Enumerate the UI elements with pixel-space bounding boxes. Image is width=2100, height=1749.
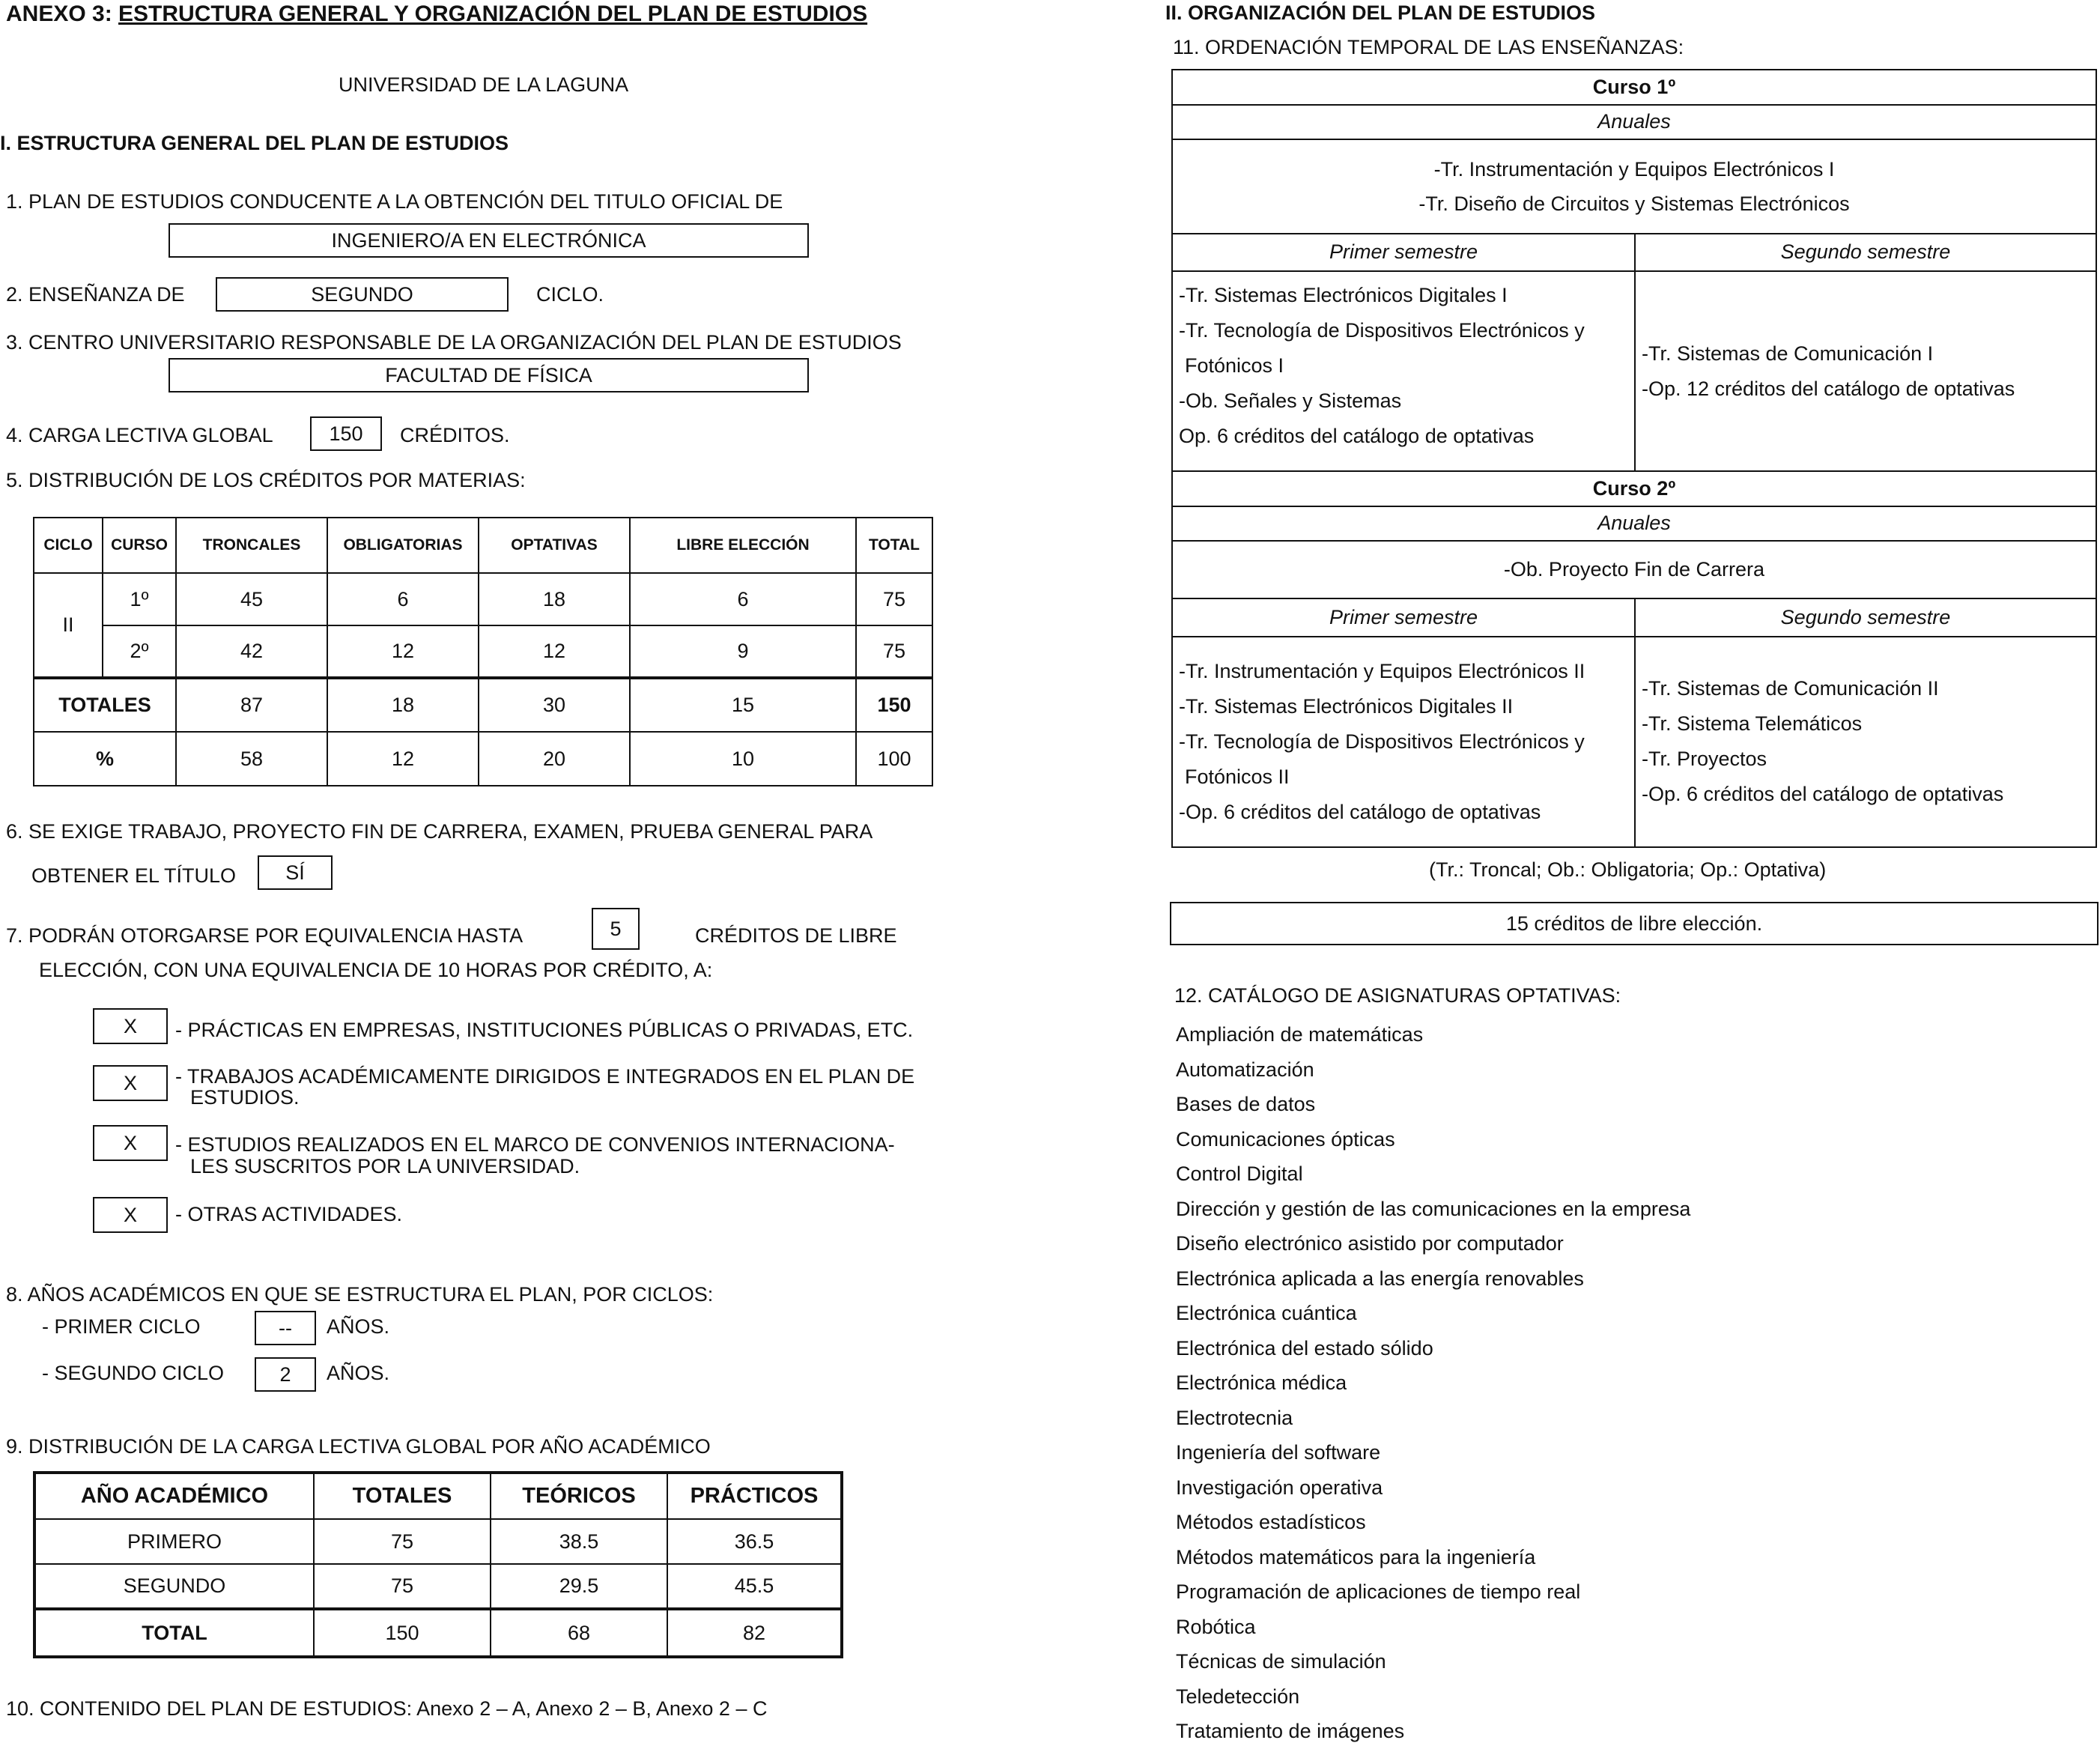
- item-2-post: CICLO.: [536, 283, 604, 306]
- item-2-text: 2. ENSEÑANZA DE: [6, 283, 185, 306]
- subject-item: -Tr. Sistemas de Comunicación II: [1642, 677, 1939, 700]
- table-cell: 6: [630, 573, 856, 625]
- curso2-title: Curso 2º: [1172, 471, 2096, 506]
- subject-item: -Op. 6 créditos del catálogo de optativas: [1642, 783, 2004, 806]
- subject-item: -Tr. Sistema Telemáticos: [1642, 712, 1863, 736]
- table-cell: 75: [856, 625, 932, 678]
- totals-label: TOTALES: [34, 678, 176, 732]
- equivalence-credits-field: 5: [592, 908, 640, 950]
- list-item: Técnicas de simulación: [1176, 1650, 1386, 1673]
- ciclo-cell: II: [34, 573, 103, 678]
- curso2-sem2-cell: [1635, 637, 2096, 847]
- subject-item: Fotónicos I: [1185, 354, 1284, 378]
- item-1-text: 1. PLAN DE ESTUDIOS CONDUCENTE A LA OBTENCIÓN DEL TITULO OFICIAL DE: [6, 190, 783, 213]
- option-2-text-cont: ESTUDIOS.: [190, 1086, 300, 1109]
- curso1-sem1-label: Primer semestre: [1172, 234, 1635, 272]
- option-2-text: - TRABAJOS ACADÉMICAMENTE DIRIGIDOS E INTEGRADOS EN EL PLAN DE: [175, 1065, 915, 1088]
- item-7-text: 7. PODRÁN OTORGARSE POR EQUIVALENCIA HASTA: [6, 924, 524, 947]
- optional-subjects-list: [1176, 1017, 1690, 1749]
- title-requirement-field: SÍ: [258, 855, 333, 890]
- table-cell: 68: [491, 1609, 667, 1657]
- table-cell: 12: [327, 732, 479, 786]
- curso1-title: Curso 1º: [1172, 70, 2096, 105]
- col-header: OBLIGATORIAS: [327, 518, 479, 573]
- table-cell: 87: [176, 678, 327, 732]
- table-cell: TOTAL: [34, 1609, 314, 1657]
- subject-item: -Tr. Tecnología de Dispositivos Electrónicos y: [1179, 730, 1585, 753]
- curso1-sem2-cell: [1635, 271, 2096, 471]
- item-4-text: 4. CARGA LECTIVA GLOBAL: [6, 424, 273, 446]
- table-cell: 2º: [103, 625, 176, 678]
- subject-item: -Tr. Tecnología de Dispositivos Electrónicos y: [1179, 319, 1585, 342]
- list-item: Métodos estadísticos: [1176, 1511, 1366, 1533]
- pct-label: %: [34, 732, 176, 786]
- curso2-sem1-cell: [1172, 637, 1635, 847]
- col-header: TOTAL: [856, 518, 932, 573]
- item-8-text: 8. AÑOS ACADÉMICOS EN QUE SE ESTRUCTURA EL PLAN, POR CICLOS:: [6, 1283, 714, 1306]
- table-cell: 18: [327, 678, 479, 732]
- col-header: LIBRE ELECCIÓN: [630, 518, 856, 573]
- option-3-text-cont: LES SUSCRITOS POR LA UNIVERSIDAD.: [190, 1155, 580, 1177]
- table-cell: 12: [327, 625, 479, 678]
- section-1-title: I. ESTRUCTURA GENERAL DEL PLAN DE ESTUDIOS: [0, 132, 509, 154]
- abbreviation-legend: (Tr.: Troncal; Ob.: Obligatoria; Op.: Optativa): [1429, 858, 1827, 881]
- option-3-text: - ESTUDIOS REALIZADOS EN EL MARCO DE CONVENIOS INTERNACIONA-: [175, 1133, 895, 1156]
- second-cycle-field: 2: [255, 1357, 316, 1392]
- table-cell: 15: [630, 678, 856, 732]
- curso1-anuales-label: Anuales: [1172, 105, 2096, 140]
- subject-item: -Op. 6 créditos del catálogo de optativas: [1179, 800, 1541, 823]
- free-credits-box: 15 créditos de libre elección.: [1170, 902, 2099, 945]
- option-1-checkbox[interactable]: X: [93, 1008, 168, 1044]
- list-item: Bases de datos: [1176, 1093, 1316, 1115]
- curso1-sem2-label: Segundo semestre: [1635, 234, 2096, 272]
- list-item: Investigación operativa: [1176, 1476, 1383, 1499]
- list-item: Electrónica cuántica: [1176, 1302, 1357, 1324]
- option-3-checkbox[interactable]: X: [93, 1125, 168, 1161]
- curso1-sem1-cell: [1172, 271, 1635, 471]
- annex-title: ESTRUCTURA GENERAL Y ORGANIZACIÓN DEL PLAN DE ESTUDIOS: [118, 1, 868, 26]
- option-2-checkbox[interactable]: X: [93, 1065, 168, 1101]
- item-4-post: CRÉDITOS.: [400, 424, 510, 446]
- table-cell: 20: [479, 732, 630, 786]
- subject-item: -Tr. Sistemas Electrónicos Digitales I: [1179, 284, 1508, 307]
- section-2-title: II. ORGANIZACIÓN DEL PLAN DE ESTUDIOS: [1165, 1, 1596, 24]
- curso2-sem1-label: Primer semestre: [1172, 598, 1635, 637]
- annex-heading: [6, 1, 867, 27]
- option-4-checkbox[interactable]: X: [93, 1197, 168, 1233]
- academic-year-table: [33, 1471, 843, 1658]
- item-10-text: 10. CONTENIDO DEL PLAN DE ESTUDIOS: Anexo 2 – A, Anexo 2 – B, Anexo 2 – C: [6, 1697, 768, 1720]
- list-item: Dirección y gestión de las comunicaciones en la empresa: [1176, 1197, 1691, 1220]
- table-cell: 1º: [103, 573, 176, 625]
- col-header: AÑO ACADÉMICO: [34, 1473, 314, 1519]
- table-cell: 36.5: [667, 1519, 842, 1564]
- cycle-field: SEGUNDO: [216, 277, 509, 312]
- item-6-line2: OBTENER EL TÍTULO: [31, 864, 237, 887]
- table-cell: 38.5: [491, 1519, 667, 1564]
- table-cell: 29.5: [491, 1564, 667, 1609]
- faculty-field: FACULTAD DE FÍSICA: [169, 358, 809, 392]
- table-cell: 12: [479, 625, 630, 678]
- table-cell: 82: [667, 1609, 842, 1657]
- table-cell: 6: [327, 573, 479, 625]
- option-4-text: - OTRAS ACTIVIDADES.: [175, 1203, 403, 1225]
- list-item: Control Digital: [1176, 1163, 1303, 1185]
- table-cell: 100: [856, 732, 932, 786]
- subject-item: -Tr. Sistemas de Comunicación I: [1642, 342, 1934, 365]
- list-item: Electrónica médica: [1176, 1371, 1347, 1394]
- item-6-line1: 6. SE EXIGE TRABAJO, PROYECTO FIN DE CARRERA, EXAMEN, PRUEBA GENERAL PARA: [6, 820, 873, 843]
- credits-field: 150: [310, 416, 382, 451]
- second-cycle-unit: AÑOS.: [327, 1362, 390, 1384]
- subject-item: Fotónicos II: [1185, 765, 1290, 788]
- table-cell: 150: [314, 1609, 491, 1657]
- item-5-text: 5. DISTRIBUCIÓN DE LOS CRÉDITOS POR MATERIAS:: [6, 469, 526, 491]
- table-cell: 42: [176, 625, 327, 678]
- table-cell: 75: [314, 1564, 491, 1609]
- list-item: Métodos matemáticos para la ingeniería: [1176, 1545, 1536, 1568]
- subject-item: -Tr. Proyectos: [1642, 748, 1767, 771]
- first-cycle-field: --: [255, 1311, 316, 1345]
- col-header: PRÁCTICOS: [667, 1473, 842, 1519]
- list-item: Electrotecnia: [1176, 1406, 1293, 1429]
- temporal-order-table: [1171, 69, 2097, 848]
- subject-item: Op. 6 créditos del catálogo de optativas: [1179, 425, 1535, 448]
- table-cell: 45: [176, 573, 327, 625]
- list-item: Diseño electrónico asistido por computador: [1176, 1232, 1564, 1255]
- item-3-text: 3. CENTRO UNIVERSITARIO RESPONSABLE DE LA ORGANIZACIÓN DEL PLAN DE ESTUDIOS: [6, 331, 902, 354]
- col-header: TEÓRICOS: [491, 1473, 667, 1519]
- list-item: Automatización: [1176, 1058, 1314, 1081]
- subject-item: -Tr. Instrumentación y Equipos Electrónicos II: [1179, 659, 1585, 682]
- curso1-anuales-cell: [1172, 139, 2096, 233]
- university-name: UNIVERSIDAD DE LA LAGUNA: [339, 73, 629, 96]
- curso2-anuales-label: Anuales: [1172, 506, 2096, 542]
- list-item: Teledetección: [1176, 1685, 1300, 1708]
- second-cycle-label: - SEGUNDO CICLO: [42, 1362, 225, 1384]
- first-cycle-unit: AÑOS.: [327, 1315, 390, 1338]
- subject-item: -Tr. Instrumentación y Equipos Electrónicos I: [1433, 157, 1835, 181]
- col-header: TRONCALES: [176, 518, 327, 573]
- list-item: Electrónica del estado sólido: [1176, 1336, 1433, 1360]
- list-item: Electrónica aplicada a las energía renovables: [1176, 1267, 1584, 1290]
- table-cell: 150: [856, 678, 932, 732]
- table-cell: SEGUNDO: [34, 1564, 314, 1609]
- table-cell: 45.5: [667, 1564, 842, 1609]
- item-12-text: 12. CATÁLOGO DE ASIGNATURAS OPTATIVAS:: [1174, 984, 1621, 1007]
- list-item: Tratamiento de imágenes: [1176, 1720, 1405, 1742]
- col-header: TOTALES: [314, 1473, 491, 1519]
- table-cell: 18: [479, 573, 630, 625]
- table-cell: 9: [630, 625, 856, 678]
- subject-item: -Tr. Diseño de Circuitos y Sistemas Electrónicos: [1418, 192, 1850, 215]
- col-header: CICLO: [34, 518, 103, 573]
- subject-item: -Ob. Señales y Sistemas: [1179, 389, 1402, 413]
- curso2-sem2-label: Segundo semestre: [1635, 598, 2096, 637]
- degree-field: INGENIERO/A EN ELECTRÓNICA: [169, 223, 809, 258]
- list-item: Ampliación de matemáticas: [1176, 1023, 1424, 1046]
- table-cell: 75: [856, 573, 932, 625]
- table-cell: PRIMERO: [34, 1519, 314, 1564]
- subject-item: -Tr. Sistemas Electrónicos Digitales II: [1179, 694, 1514, 718]
- credit-distribution-table: [33, 517, 933, 786]
- item-7-line2: ELECCIÓN, CON UNA EQUIVALENCIA DE 10 HORAS POR CRÉDITO, A:: [39, 959, 713, 981]
- subject-item: -Ob. Proyecto Fin de Carrera: [1503, 558, 1765, 581]
- subject-item: -Op. 12 créditos del catálogo de optativas: [1642, 377, 2015, 400]
- item-11-text: 11. ORDENACIÓN TEMPORAL DE LAS ENSEÑANZAS:: [1173, 36, 1684, 58]
- item-7-post: CRÉDITOS DE LIBRE: [695, 924, 897, 947]
- curso2-anuales-cell: [1172, 541, 2096, 598]
- list-item: Ingeniería del software: [1176, 1441, 1381, 1464]
- item-9-text: 9. DISTRIBUCIÓN DE LA CARGA LECTIVA GLOBAL POR AÑO ACADÉMICO: [6, 1435, 711, 1458]
- table-cell: 10: [630, 732, 856, 786]
- first-cycle-label: - PRIMER CICLO: [42, 1315, 201, 1338]
- col-header: OPTATIVAS: [479, 518, 630, 573]
- option-1-text: - PRÁCTICAS EN EMPRESAS, INSTITUCIONES PÚBLICAS O PRIVADAS, ETC.: [175, 1019, 914, 1041]
- list-item: Robótica: [1176, 1615, 1256, 1638]
- annex-prefix: ANEXO 3:: [6, 1, 119, 26]
- col-header: CURSO: [103, 518, 176, 573]
- list-item: Programación de aplicaciones de tiempo real: [1176, 1580, 1581, 1603]
- table-cell: 75: [314, 1519, 491, 1564]
- table-cell: 58: [176, 732, 327, 786]
- table-cell: 30: [479, 678, 630, 732]
- list-item: Comunicaciones ópticas: [1176, 1127, 1395, 1151]
